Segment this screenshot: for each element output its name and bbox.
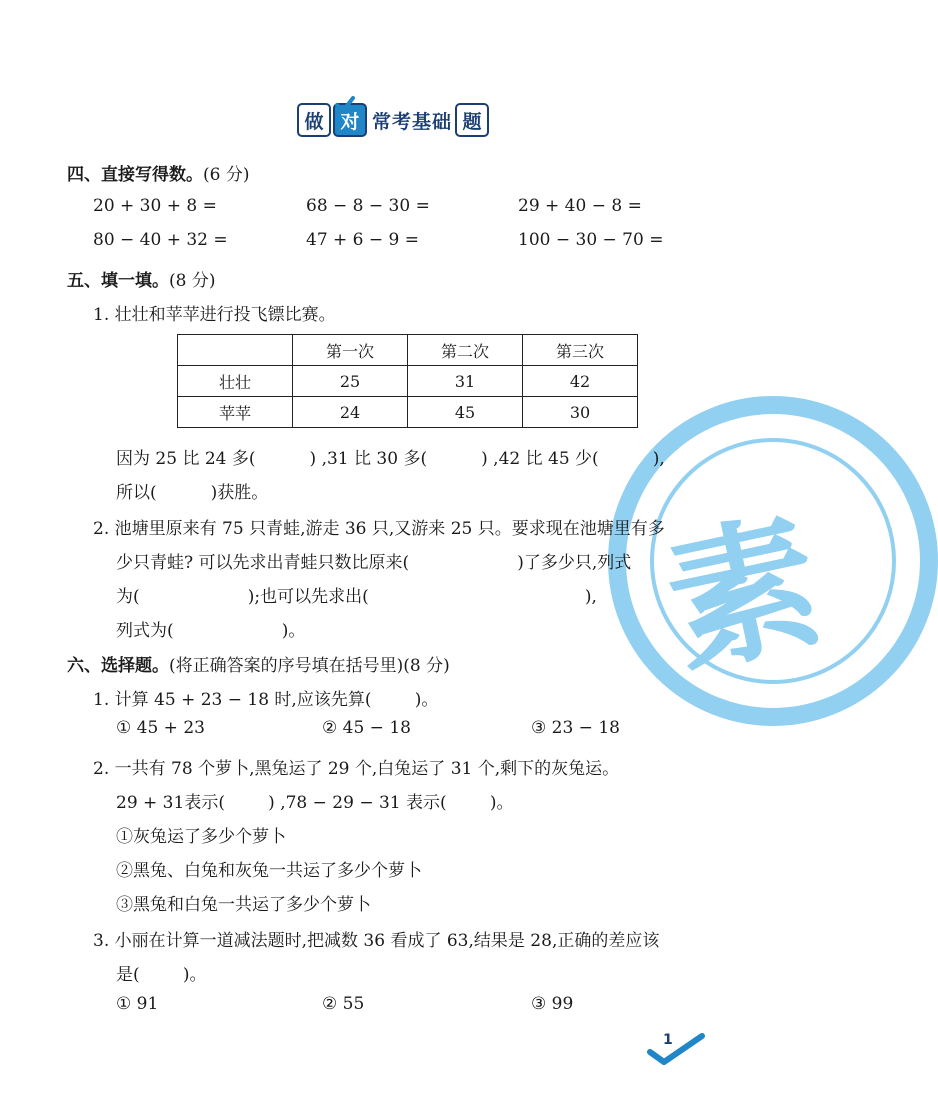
calc-item: 80 − 40 + 32 = xyxy=(93,230,228,250)
option-item: ② 55 xyxy=(322,994,365,1014)
question-6-3-line-2: 是( )。 xyxy=(116,965,207,985)
option-item: ① 45 + 23 xyxy=(116,718,205,738)
question-5-2-line-1: 2. 池塘里原来有 75 只青蛙,游走 36 只,又游来 25 只。要求现在池塘里有多 xyxy=(93,519,665,539)
question-6-2-line-1: 2. 一共有 78 个萝卜,黑兔运了 29 个,白兔运了 31 个,剩下的灰兔运。 xyxy=(93,759,620,779)
banner-char-3: 题 xyxy=(455,103,489,137)
option-item: ①灰兔运了多少个萝卜 xyxy=(116,827,286,847)
table-row xyxy=(178,397,638,428)
page-number: 1 xyxy=(663,1032,673,1048)
calc-item: 20 + 30 + 8 = xyxy=(93,196,217,216)
section-5-points: (8 分) xyxy=(169,271,216,291)
section-6-points: (将正确答案的序号填在括号里)(8 分) xyxy=(169,656,450,676)
calc-item: 100 − 30 − 70 = xyxy=(518,230,664,250)
option-item: ③ 99 xyxy=(531,994,574,1014)
page-number-area xyxy=(646,1030,706,1066)
option-item: ③ 23 − 18 xyxy=(531,718,620,738)
option-item: ②黑兔、白兔和灰兔一共运了多少个萝卜 xyxy=(116,861,422,881)
table-cell: 30 xyxy=(523,397,638,428)
banner-char-1: 做 xyxy=(297,103,331,137)
table-row xyxy=(178,366,638,397)
table-cell: 45 xyxy=(408,397,523,428)
section-4-heading xyxy=(67,160,249,185)
section-6-title: 六、选择题。 xyxy=(67,656,169,676)
table-header-row xyxy=(178,335,638,366)
question-5-2-line-4: 列式为( )。 xyxy=(116,621,306,641)
section-banner xyxy=(297,103,491,137)
question-5-1-line-2: 所以( )获胜。 xyxy=(116,483,269,503)
calc-item: 47 + 6 − 9 = xyxy=(306,230,420,250)
table-header-cell: 第二次 xyxy=(408,335,523,366)
option-item: ② 45 − 18 xyxy=(322,718,411,738)
calc-item: 29 + 40 − 8 = xyxy=(518,196,642,216)
checkmark-icon xyxy=(335,95,355,115)
table-cell: 苹苹 xyxy=(178,397,293,428)
banner-middle: 常考基础 xyxy=(372,110,453,133)
score-table xyxy=(177,334,638,428)
option-item: ③黑兔和白兔一共运了多少个萝卜 xyxy=(116,895,371,915)
section-6-heading xyxy=(67,651,450,676)
table-header-cell: 第三次 xyxy=(523,335,638,366)
table-header-cell: 第一次 xyxy=(293,335,408,366)
question-6-3-line-1: 3. 小丽在计算一道减法题时,把减数 36 看成了 63,结果是 28,正确的差应该 xyxy=(93,931,660,951)
table-cell: 24 xyxy=(293,397,408,428)
banner-char-2: 对 xyxy=(333,103,367,137)
question-6-1: 1. 计算 45 + 23 − 18 时,应该先算( )。 xyxy=(93,690,439,710)
checkmark-icon xyxy=(646,1030,706,1066)
table-cell: 31 xyxy=(408,366,523,397)
table-cell: 壮壮 xyxy=(178,366,293,397)
table-cell: 25 xyxy=(293,366,408,397)
question-5-1-line-1: 因为 25 比 24 多( ) ,31 比 30 多( ) ,42 比 45 少( ), xyxy=(116,449,665,469)
section-5-title: 五、填一填。 xyxy=(67,271,169,291)
watermark-glyph: 素 xyxy=(652,495,836,697)
section-4-title: 四、直接写得数。 xyxy=(67,165,203,185)
option-item: ① 91 xyxy=(116,994,159,1014)
question-5-1: 1. 壮壮和苹苹进行投飞镖比赛。 xyxy=(93,305,336,325)
table-cell: 42 xyxy=(523,366,638,397)
table-header-cell xyxy=(178,335,293,366)
section-5-heading xyxy=(67,266,215,291)
question-5-2-line-3: 为( );也可以先求出( ), xyxy=(116,587,597,607)
question-5-2-line-2: 少只青蛙? 可以先求出青蛙只数比原来( )了多少只,列式 xyxy=(116,553,632,573)
question-6-2-line-2: 29 + 31表示( ) ,78 − 29 − 31 表示( )。 xyxy=(116,793,514,813)
section-4-points: (6 分) xyxy=(203,165,250,185)
calc-item: 68 − 8 − 30 = xyxy=(306,196,430,216)
